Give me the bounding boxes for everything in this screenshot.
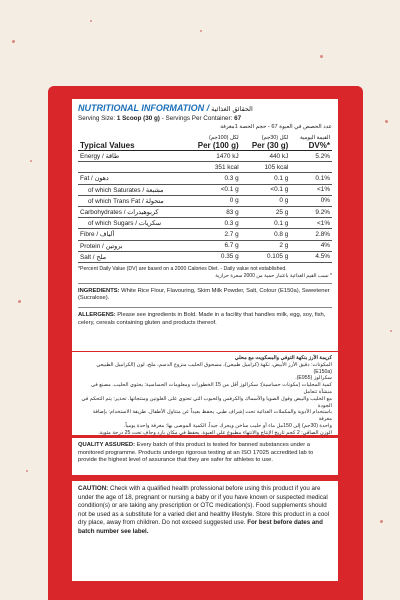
row-label: Fat / دهون bbox=[78, 173, 186, 184]
table-row bbox=[78, 195, 332, 206]
table-row bbox=[78, 162, 332, 173]
table-row bbox=[78, 218, 332, 229]
row-dv: <1% bbox=[290, 184, 332, 195]
serving-info-ar: عدد الحصص في العبوة 67 - حجم الحصة 1مغرفة bbox=[220, 124, 332, 130]
row-v100: 0 g bbox=[186, 195, 241, 206]
nutrition-table bbox=[78, 134, 332, 263]
col-dv-ar: القيمة اليومية bbox=[300, 135, 330, 141]
caution-body: Check with a qualified health professional before using this product if you are under the age of 18, pregnant or nursing a baby or if you have known or suspected medical condition(s) or are taking any prescription or OTC medication(s). Food supplements should not be used as a substitute for a varied diet and healthy lifestyle. Store this product in a cool dry place, away from children. Do not exceed suggested use. bbox=[78, 485, 330, 527]
row-label: Fibre / ألياف bbox=[78, 229, 186, 240]
row-dv: 5.2% bbox=[290, 151, 332, 162]
table-row bbox=[78, 240, 332, 251]
arabic-title: كريمة الأرز بنكهة التوفي والبسكويت مع محلي bbox=[234, 355, 332, 361]
quality-label: QUALITY ASSURED: bbox=[78, 442, 136, 448]
row-v100: 1470 kJ bbox=[186, 151, 241, 162]
table-row bbox=[78, 151, 332, 162]
table-row bbox=[78, 206, 332, 217]
arabic-line: سكرالوز (E955). bbox=[295, 375, 332, 382]
row-dv: 9.2% bbox=[290, 206, 332, 217]
row-v30: 0.105 g bbox=[241, 251, 291, 262]
nutrition-title bbox=[78, 103, 332, 115]
arabic-line: مع الحليب والبيض وفول الصويا والأسماك والكرفس والحبوب التي تحتوي على الغلوتين ومنتجاتها. تحذير: يتم التحكم في الجودة bbox=[81, 395, 332, 409]
table-row bbox=[78, 229, 332, 240]
allergens-text bbox=[78, 312, 332, 327]
table-row bbox=[78, 184, 332, 195]
row-v100: <0.1 g bbox=[186, 184, 241, 195]
caution-label: CAUTION: bbox=[78, 485, 109, 492]
arabic-line: باستخدام الأدوية والمكملات الغذائية تحت إشراف طبي. يحفظ بعيداً عن متناول الأطفال. طريقة الاستخدام: بإضافة مغرفة bbox=[92, 409, 332, 423]
row-label: Carbohydrates / كربوهيدرات bbox=[78, 206, 186, 217]
row-label: Protein / بروتين bbox=[78, 240, 186, 251]
row-v30: 2 g bbox=[241, 240, 291, 251]
quality-body: Every batch of this product is tested for banned substances under a monitored programme. Products undergo rigorous testing at an ISO 17025 accredited lab to provide the highest level of assurance that they are safer for athletes to use. bbox=[78, 442, 314, 464]
quality-text bbox=[78, 442, 332, 465]
col-per30: Per (30 g) bbox=[251, 141, 289, 150]
servings-per-container-label: - Servings Per Container: bbox=[159, 115, 235, 122]
serving-size-value: 1 Scoop (30 g) bbox=[116, 115, 160, 122]
row-v30: 0 g bbox=[241, 195, 291, 206]
divider bbox=[78, 283, 332, 284]
table-header-row bbox=[78, 134, 332, 151]
row-v30: 0.1 g bbox=[241, 173, 291, 184]
servings-per-container-value: 67 bbox=[234, 115, 242, 122]
serving-info bbox=[78, 115, 332, 123]
dv-footnote: *Percent Daily Value (DV) are based on a 2000 Calories Diet. - Daily value not established. bbox=[78, 265, 287, 272]
arabic-info bbox=[78, 355, 332, 437]
row-label bbox=[78, 162, 186, 173]
row-v30: 0.1 g bbox=[241, 218, 291, 229]
row-v100: 0.3 g bbox=[186, 173, 241, 184]
allergens-label: ALLERGENS: bbox=[78, 312, 116, 319]
row-v30: 25 g bbox=[241, 206, 291, 217]
row-v100: 6.7 g bbox=[186, 240, 241, 251]
ingredients-label: INGREDIENTS: bbox=[78, 287, 120, 294]
nutrition-title-en: NUTRITIONAL INFORMATION / bbox=[78, 103, 210, 113]
row-label: Energy / طاقة bbox=[78, 151, 186, 162]
col-per30-ar: لكل (30جم) bbox=[261, 135, 289, 141]
row-dv: 4% bbox=[290, 240, 332, 251]
quality-panel bbox=[72, 438, 338, 475]
allergens-body: Please see ingredients in Bold. Made in a facility that handles milk, egg, soy, fish, celery, cereals containing gluten and products thereof. bbox=[78, 312, 326, 326]
divider bbox=[78, 307, 332, 308]
row-label: of which Trans Fat / متحولة bbox=[78, 195, 186, 206]
row-dv: <1% bbox=[290, 218, 332, 229]
arabic-line: الوزن الصافي: 2 كجم تاريخ الإنتاج والانتهاء مطبوع على العبوة. يحفظ في مكان بارد وجاف تحت 25 درجة مئوية. bbox=[98, 429, 332, 436]
row-dv bbox=[290, 162, 332, 173]
row-dv: 0% bbox=[290, 195, 332, 206]
nutrition-panel bbox=[72, 99, 338, 351]
row-v100: 0.3 g bbox=[186, 218, 241, 229]
serving-size-label: Serving Size: bbox=[78, 115, 117, 122]
row-dv: 0.1% bbox=[290, 173, 332, 184]
col-per100: Per (100 g) bbox=[197, 141, 239, 150]
caution-bold-end: For best before dates and batch number see label. bbox=[78, 519, 323, 535]
row-v100: 351 kcal bbox=[186, 162, 241, 173]
ingredients-body: White Rice Flour, Flavouring, Skim Milk Powder, Salt, Colour (E150a), Sweetener (Sucralose). bbox=[78, 287, 330, 302]
row-label: of which Sugars / سكريات bbox=[78, 218, 186, 229]
row-v30: 0.8 g bbox=[241, 229, 291, 240]
row-v100: 0.35 g bbox=[186, 251, 241, 262]
row-v30: 440 kJ bbox=[241, 151, 291, 162]
row-v30: <0.1 g bbox=[241, 184, 291, 195]
caution-panel bbox=[72, 481, 338, 581]
col-typical-values: Typical Values bbox=[80, 141, 135, 150]
col-per100-ar: لكل (100جم) bbox=[208, 135, 239, 141]
row-v100: 83 g bbox=[186, 206, 241, 217]
row-v30: 105 kcal bbox=[241, 162, 291, 173]
table-row bbox=[78, 251, 332, 262]
arabic-line: واحدة (30جم) إلى 150مل ماء أو حليب ساخن ويحرك جيداً. الكمية الموصى بها: مغرفة واحدة يومياً. bbox=[123, 422, 332, 429]
col-dv: DV%* bbox=[308, 141, 330, 150]
dv-footnote-ar: * نسب القيم الغذائية باعتبار حمية من 2000 سعرة حرارية bbox=[215, 272, 332, 279]
row-dv: 2.8% bbox=[290, 229, 332, 240]
arabic-line: كمية المحليات (مكونات حساسية): سكرالوز أقل من 15 الخطورات ومعلومات الحساسية: يحتوي الحليب. مصنع في منشأة تتعامل bbox=[91, 382, 332, 395]
arabic-line: المكونات: دقيق الأرز الأبيض، نكهة (كراميل طبيعي)، مسحوق الحليب منزوع الدسم، ملح، لون (الكراميل الطبيعي (E150a) bbox=[96, 361, 332, 375]
row-dv: 4.5% bbox=[290, 251, 332, 262]
row-v100: 2.7 g bbox=[186, 229, 241, 240]
table-row bbox=[78, 173, 332, 184]
row-label: Salt / ملح bbox=[78, 251, 186, 262]
caution-text bbox=[78, 485, 332, 537]
nutrition-title-ar: الحقائق الغذائية bbox=[211, 106, 253, 113]
arabic-info-panel bbox=[72, 352, 338, 435]
row-label: of which Saturates / مشبعة bbox=[78, 184, 186, 195]
ingredients-text bbox=[78, 288, 332, 303]
